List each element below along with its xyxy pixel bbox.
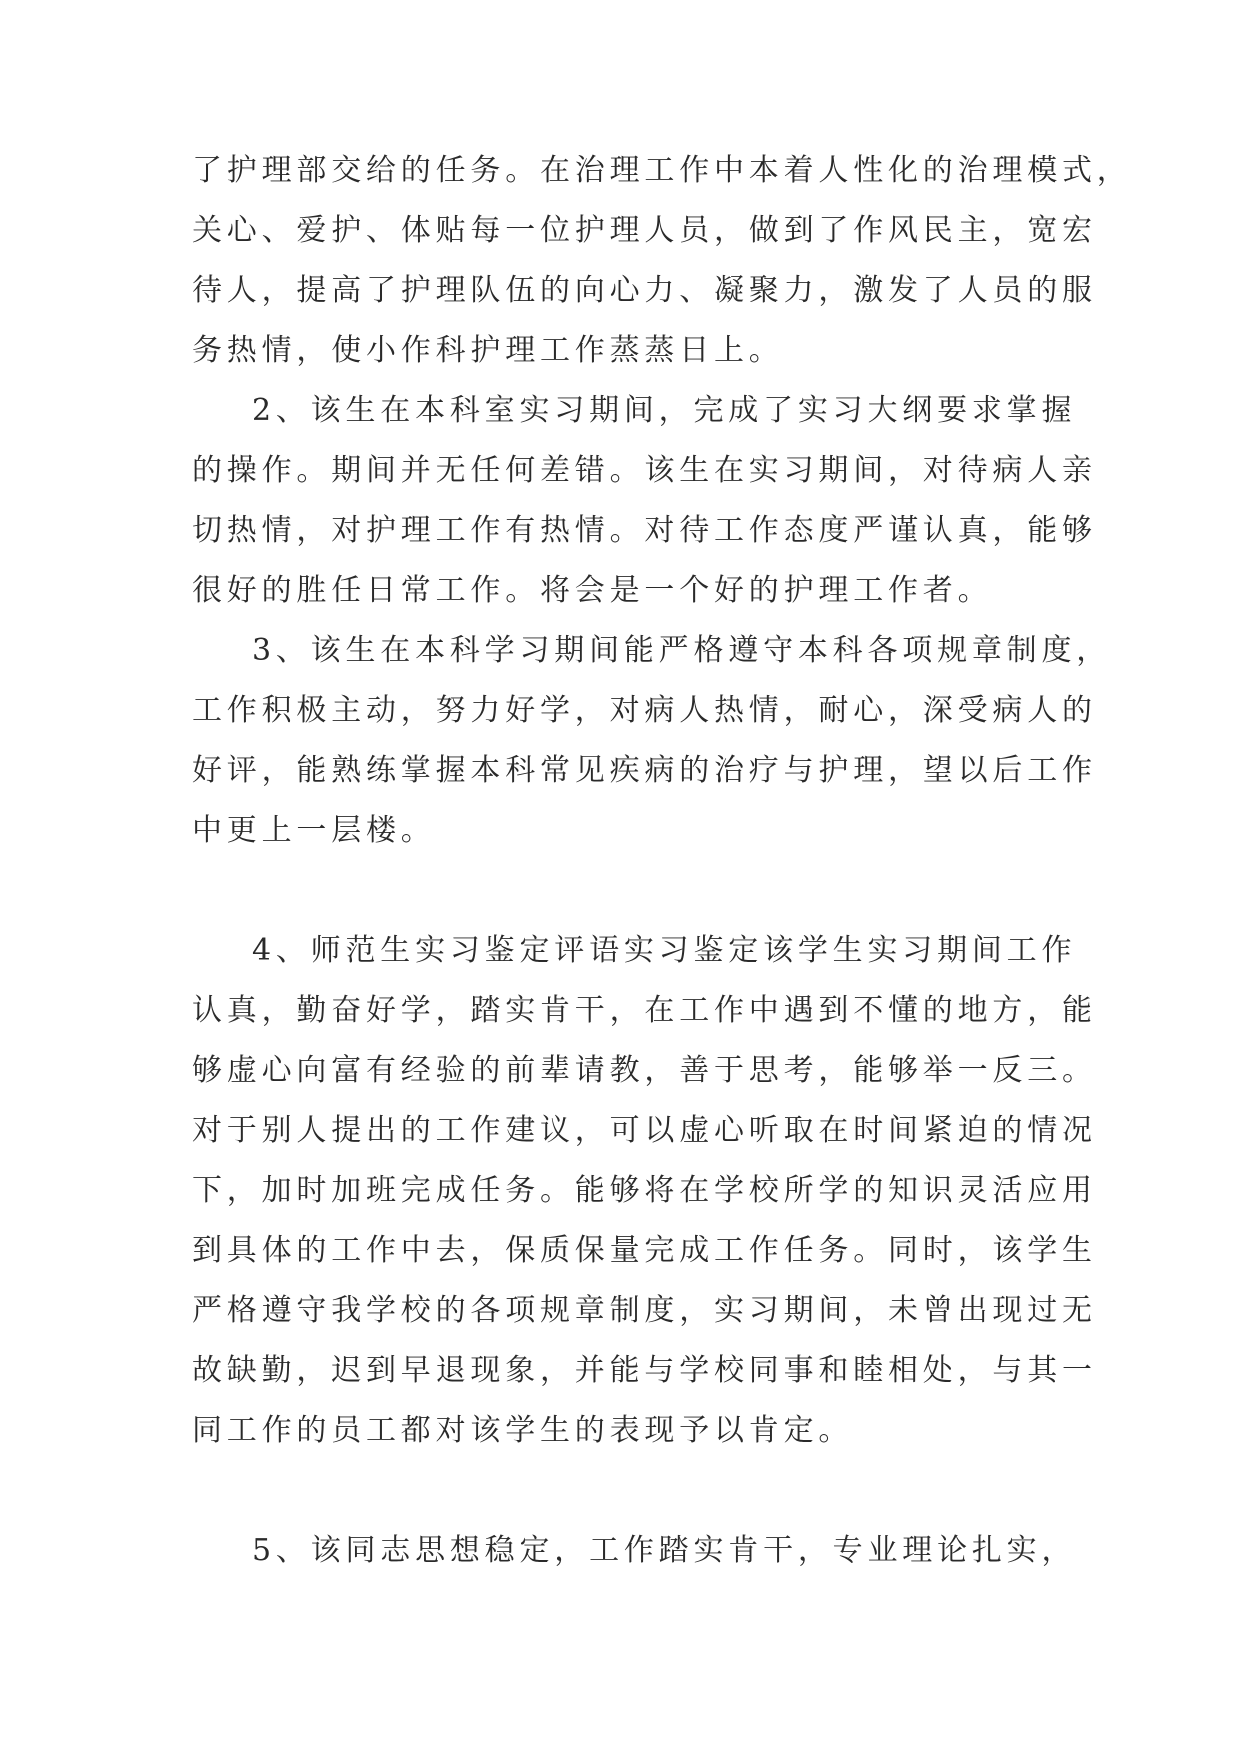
text-line: 严格遵守我学校的各项规章制度，实习期间，未曾出现过无 [192, 1293, 1097, 1328]
paragraph-5-first-line: 5、该同志思想稳定，工作踏实肯干，专业理论扎实， [252, 1533, 1077, 1568]
text-line: 下，加时加班完成任务。能够将在学校所学的知识灵活应用 [192, 1173, 1097, 1208]
text-line: 很好的胜任日常工作。将会是一个好的护理工作者。 [192, 573, 993, 608]
text-line: 的操作。期间并无任何差错。该生在实习期间，对待病人亲 [192, 453, 1097, 488]
paragraph-3-first-line: 3、该生在本科学习期间能严格遵守本科各项规章制度， [252, 633, 1112, 668]
text-line: 对于别人提出的工作建议，可以虚心听取在时间紧迫的情况 [192, 1113, 1097, 1148]
text-line: 工作积极主动，努力好学，对病人热情，耐心，深受病人的 [192, 693, 1097, 728]
text-line: 了护理部交给的任务。在治理工作中本着人性化的治理模式， [192, 153, 1132, 188]
text-line: 中更上一层楼。 [192, 813, 436, 848]
text-line: 切热情，对护理工作有热情。对待工作态度严谨认真，能够 [192, 513, 1097, 548]
text-line: 待人，提高了护理队伍的向心力、凝聚力，激发了人员的服 [192, 273, 1097, 308]
text-line: 够虚心向富有经验的前辈请教，善于思考，能够举一反三。 [192, 1053, 1097, 1088]
text-line: 同工作的员工都对该学生的表现予以肯定。 [192, 1413, 854, 1448]
text-line: 务热情，使小作科护理工作蒸蒸日上。 [192, 333, 784, 368]
text-line: 到具体的工作中去，保质保量完成工作任务。同时，该学生 [192, 1233, 1097, 1268]
paragraph-2-first-line: 2、该生在本科室实习期间，完成了实习大纲要求掌握 [252, 393, 1077, 428]
text-line: 故缺勤，迟到早退现象，并能与学校同事和睦相处，与其一 [192, 1353, 1097, 1388]
text-line: 认真，勤奋好学，踏实肯干，在工作中遇到不懂的地方，能 [192, 993, 1097, 1028]
text-line: 关心、爱护、体贴每一位护理人员，做到了作风民主，宽宏 [192, 213, 1097, 248]
text-line: 好评，能熟练掌握本科常见疾病的治疗与护理，望以后工作 [192, 753, 1097, 788]
paragraph-4-first-line: 4、师范生实习鉴定评语实习鉴定该学生实习期间工作 [252, 933, 1077, 968]
